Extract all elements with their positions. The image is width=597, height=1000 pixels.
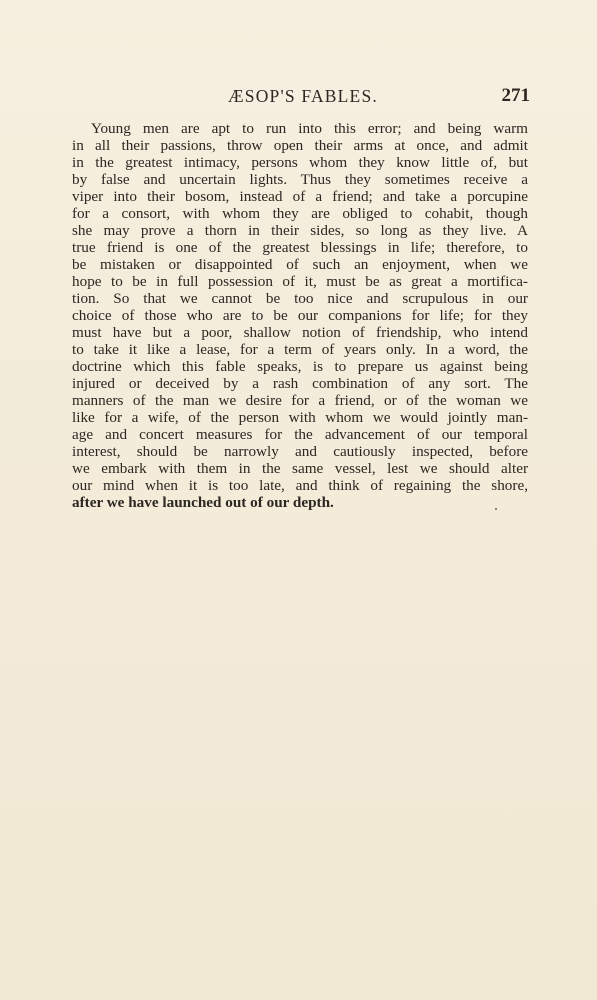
text-line: Young men are apt to run into this error; and being warm (91, 120, 528, 137)
text-line: by false and uncertain lights. Thus they sometimes receive a (72, 171, 528, 188)
text-line: interest, should be narrowly and cautiously inspected, before (72, 443, 528, 460)
text-line: for a consort, with whom they are obliged to cohabit, though (72, 205, 528, 222)
text-line: be mistaken or disappointed of such an enjoyment, when we (72, 256, 528, 273)
text-line: must have but a poor, shallow notion of friendship, who intend (72, 324, 528, 341)
text-line: manners of the man we desire for a friend, or of the woman we (72, 392, 528, 409)
running-title: ÆSOP'S FABLES. (228, 86, 378, 106)
text-line: hope to be in full possession of it, must be as great a mortifica- (72, 273, 528, 290)
text-line: true friend is one of the greatest blessings in life; therefore, to (72, 239, 528, 256)
text-line: we embark with them in the same vessel, lest we should alter (72, 460, 528, 477)
body-paragraph (72, 120, 528, 511)
text-line: she may prove a thorn in their sides, so long as they live. A (72, 222, 528, 239)
text-line: tion. So that we cannot be too nice and scrupulous in our (72, 290, 528, 307)
text-line: age and concert measures for the advancement of our temporal (72, 426, 528, 443)
text-line: doctrine which this fable speaks, is to prepare us against being (72, 358, 528, 375)
text-line: choice of those who are to be our companions for life; for they (72, 307, 528, 324)
text-line: in all their passions, throw open their arms at once, and admit (72, 137, 528, 154)
text-line: like for a wife, of the person with whom we would jointly man- (72, 409, 528, 426)
text-line: viper into their bosom, instead of a friend; and take a porcupine (72, 188, 528, 205)
text-line: injured or deceived by a rash combination of any sort. The (72, 375, 528, 392)
ink-speck (495, 508, 497, 510)
text-line: our mind when it is too late, and think of regaining the shore, (72, 477, 528, 494)
running-header (72, 86, 530, 110)
text-line: in the greatest intimacy, persons whom they know little of, but (72, 154, 528, 171)
text-line: to take it like a lease, for a term of years only. In a word, the (72, 341, 528, 358)
text-line-final: after we have launched out of our depth. (72, 494, 334, 511)
page-number: 271 (501, 85, 530, 106)
